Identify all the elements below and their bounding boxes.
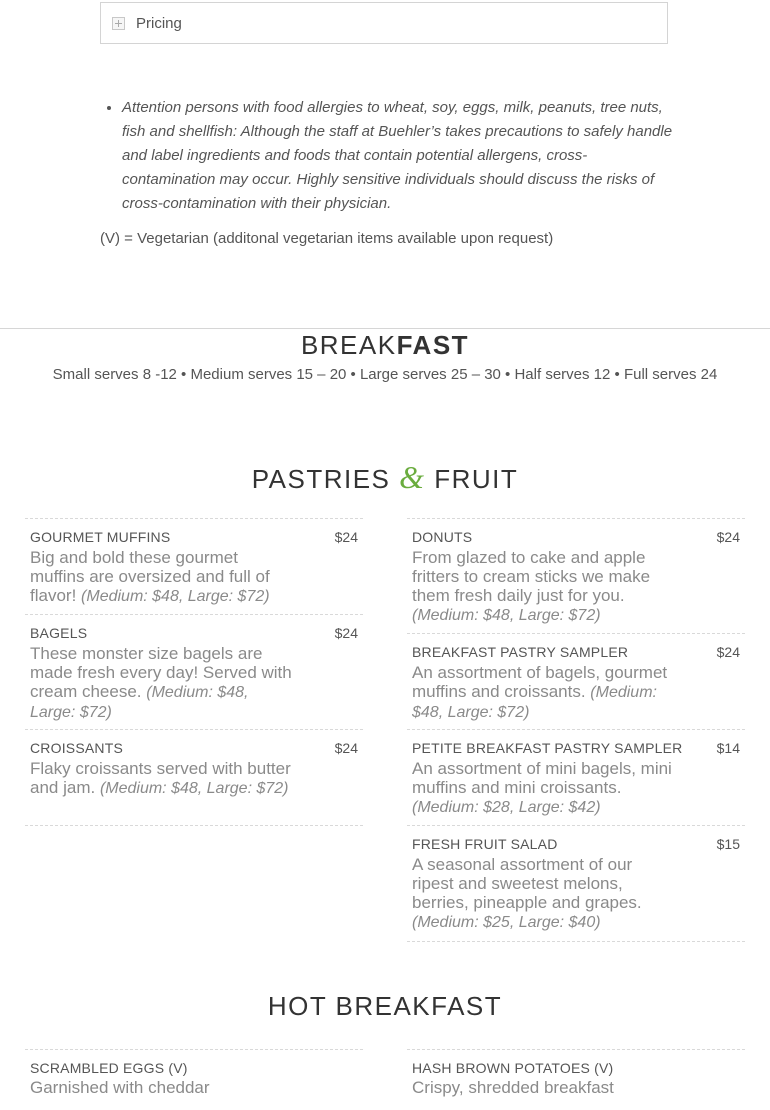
breakfast-heading-bold: FAST [396, 330, 470, 360]
item-name: SCRAMBLED EGGS (V) [30, 1060, 188, 1076]
menu-item [407, 518, 745, 634]
item-price: $24 [334, 625, 358, 641]
ampersand: & [399, 459, 426, 495]
item-price: $15 [716, 836, 740, 852]
item-description: Crispy, shredded breakfast [412, 1078, 614, 1097]
item-description [412, 548, 674, 625]
menu-item [25, 518, 363, 615]
item-desc-text: These monster size bagels are made fresh every day! Served with cream cheese. [30, 644, 292, 701]
item-name: CROISSANTS [30, 740, 124, 756]
pricing-accordion-header[interactable] [100, 2, 668, 44]
menu-item [407, 825, 745, 942]
item-name: FRESH FRUIT SALAD [412, 836, 558, 852]
item-description [412, 855, 674, 932]
menu-item [407, 633, 745, 730]
item-sizes: (Medium: $25, Large: $40) [412, 914, 601, 931]
item-sizes: (Medium: $28, Large: $42) [412, 799, 601, 816]
menu-item [407, 729, 745, 826]
item-description [412, 759, 674, 817]
expand-plus-icon[interactable] [112, 17, 125, 30]
hot-breakfast-heading: HOT BREAKFAST [267, 991, 503, 1021]
allergy-notice: • Attention persons with food allergies to wheat, soy, eggs, milk, peanuts, tree nuts, fish and shellfish: Although the staff at Buehler’s takes precautions to safely handle and label ingredients and foods that contain potential allergens, cross-contamination may occur. Highly sensitive individuals should discuss the risks of cross-contamination with their physician. [122, 96, 680, 216]
item-sizes: (Medium: $48, Large: $72) [99, 780, 289, 797]
item-sizes: (Medium: $48, Large: $72) [81, 588, 270, 605]
item-sizes: (Medium: $48, Large: $72) [412, 607, 601, 624]
pastries-fruit-heading [0, 459, 770, 496]
breakfast-heading-light: BREAK [300, 330, 397, 360]
item-price: $24 [334, 529, 358, 545]
item-name: BREAKFAST PASTRY SAMPLER [412, 644, 629, 660]
allergy-notes [100, 96, 680, 216]
menu-item [25, 1049, 363, 1110]
item-desc-text: A seasonal assortment of our ripest and sweetest melons, berries, pineapple and grapes. [412, 855, 642, 912]
item-sizes: (Medium: $48, Large: $72) [30, 684, 249, 721]
menu-item [25, 614, 363, 730]
item-description [412, 663, 674, 722]
fruit-heading-part: FRUIT [425, 464, 519, 494]
item-description [30, 644, 292, 722]
item-price: $24 [716, 644, 740, 660]
item-desc-text: An assortment of mini bagels, mini muffins and mini croissants. [412, 759, 672, 797]
item-desc-text: Big and bold these gourmet muffins are oversized and full of flavor! [30, 548, 270, 605]
accordion-label: Pricing [136, 15, 182, 32]
item-name: PETITE BREAKFAST PASTRY SAMPLER [412, 740, 683, 756]
item-price: $24 [716, 529, 740, 545]
item-desc-text: From glazed to cake and apple fritters to cream sticks we make them fresh daily just for you. [412, 548, 651, 605]
item-desc-text: Flaky croissants served with butter and jam. [30, 759, 291, 797]
item-price: $24 [334, 740, 358, 756]
item-name: DONUTS [412, 529, 473, 545]
menu-item [407, 1049, 745, 1110]
item-price: $14 [716, 740, 740, 756]
item-name: BAGELS [30, 625, 88, 641]
section-divider [0, 328, 770, 329]
item-name: HASH BROWN POTATOES (V) [412, 1060, 614, 1076]
breakfast-heading [0, 330, 770, 361]
item-description: Garnished with cheddar [30, 1078, 210, 1097]
pastries-heading-part: PASTRIES [251, 464, 400, 494]
serving-sizes: Small serves 8 -12 • Medium serves 15 – 20 • Large serves 25 – 30 • Half serves 12 • Full serves 24 [52, 366, 718, 383]
item-description [30, 759, 292, 798]
item-name: GOURMET MUFFINS [30, 529, 171, 545]
item-sizes: (Medium: $48, Large: $72) [412, 684, 657, 721]
item-description [30, 548, 292, 606]
item-desc-text: An assortment of bagels, gourmet muffins and croissants. [412, 663, 668, 701]
vegetarian-note: (V) = Vegetarian (additonal vegetarian items available upon request) [100, 230, 554, 247]
menu-item [25, 729, 363, 826]
